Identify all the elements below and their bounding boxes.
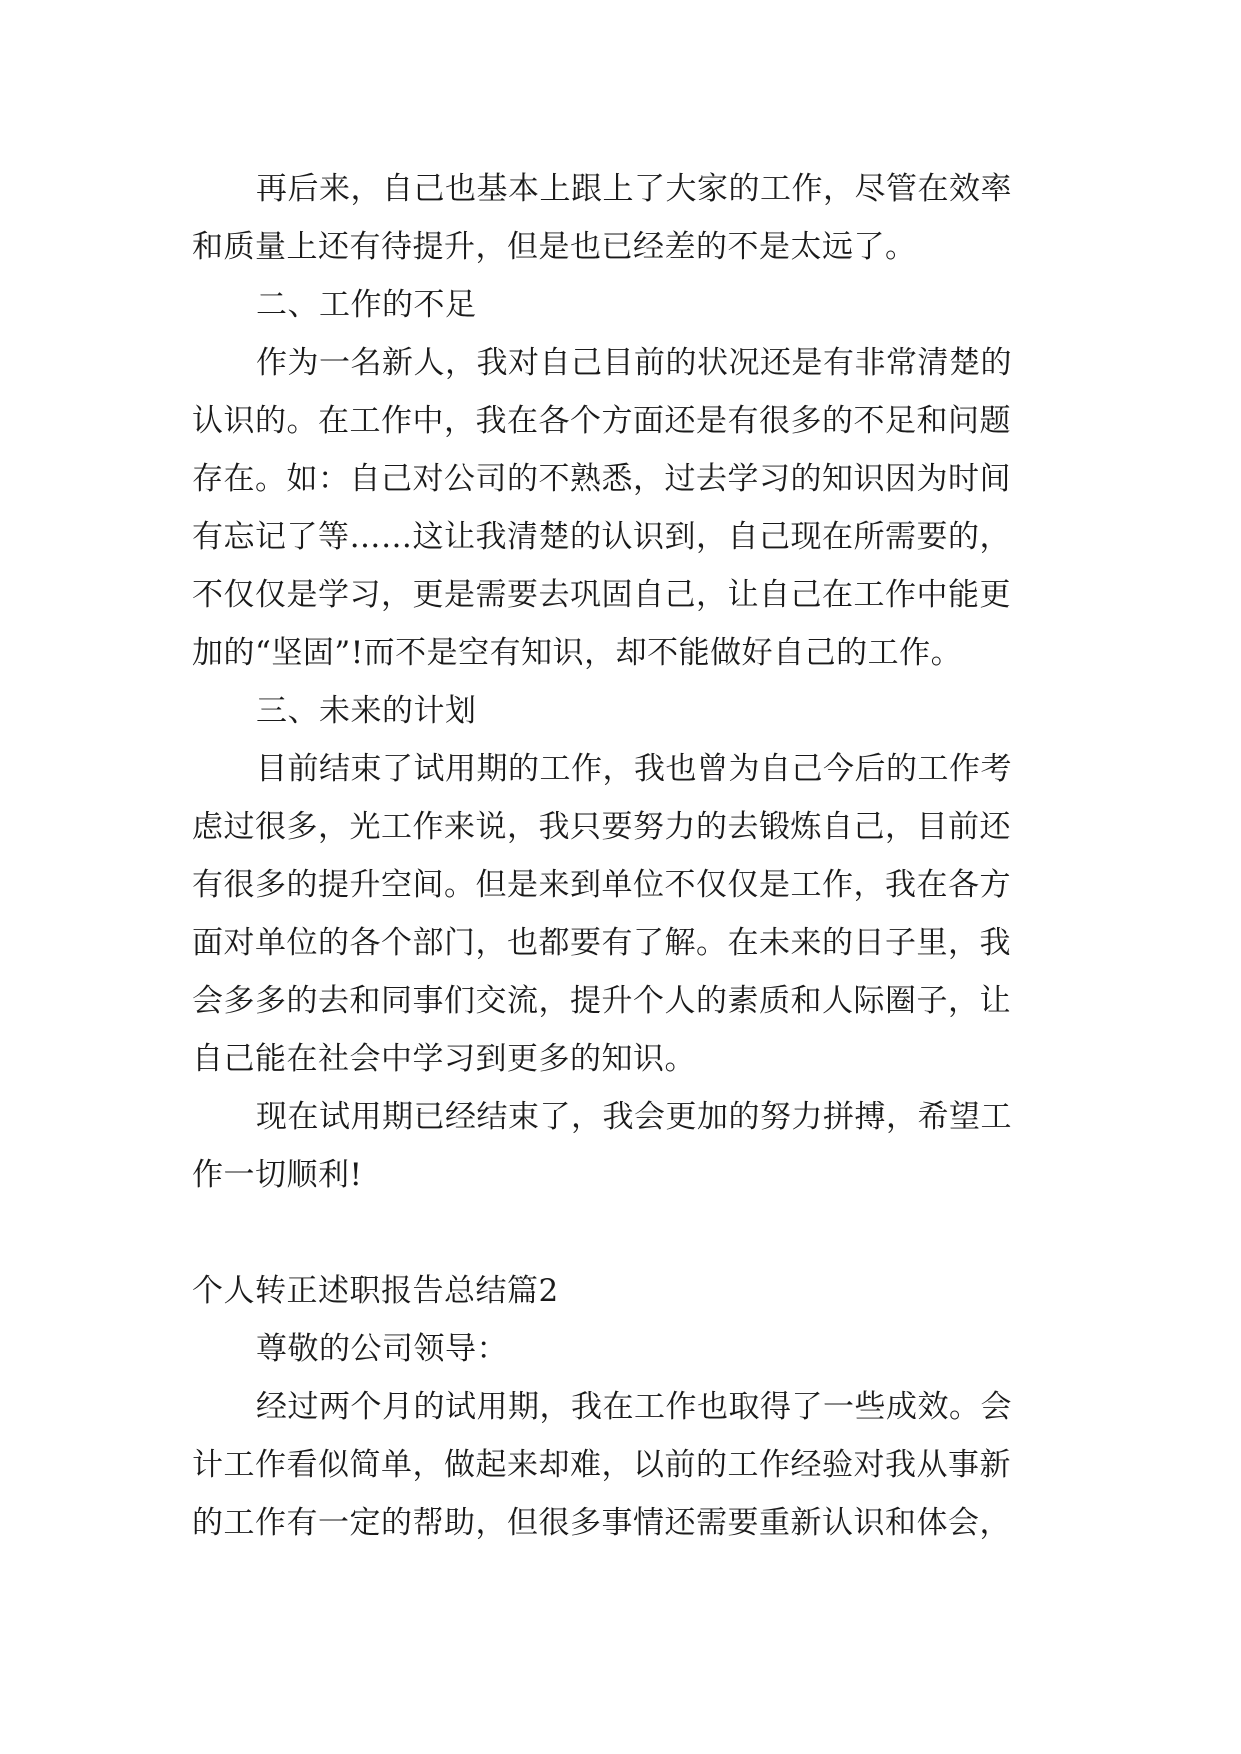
paragraph-line: 有很多的提升空间。但是来到单位不仅仅是工作，我在各方 (192, 867, 1011, 903)
paragraph-line: 经过两个月的试用期，我在工作也取得了一些成效。会 (256, 1389, 1012, 1425)
paragraph-line: 不仅仅是学习，更是需要去巩固自己，让自己在工作中能更 (192, 577, 1011, 613)
paragraph-line: 加的“坚固”!而不是空有知识，却不能做好自己的工作。 (192, 635, 963, 671)
paragraph-line: 会多多的去和同事们交流，提升个人的素质和人际圈子，让 (192, 983, 1011, 1019)
paragraph-line: 认识的。在工作中，我在各个方面还是有很多的不足和问题 (192, 403, 1011, 439)
paragraph-line: 和质量上还有待提升，但是也已经差的不是太远了。 (192, 229, 917, 265)
paragraph-line: 的工作有一定的帮助，但很多事情还需要重新认识和体会， (192, 1505, 1011, 1541)
paragraph-line: 虑过很多，光工作来说，我只要努力的去锻炼自己，目前还 (192, 809, 1011, 845)
paragraph-line: 目前结束了试用期的工作，我也曾为自己今后的工作考 (256, 751, 1012, 787)
paragraph-line: 现在试用期已经结束了，我会更加的努力拼搏，希望工 (256, 1099, 1012, 1135)
paragraph-line: 作为一名新人，我对自己目前的状况还是有非常清楚的 (256, 345, 1012, 381)
paragraph-line: 面对单位的各个部门，也都要有了解。在未来的日子里，我 (192, 925, 1011, 961)
paragraph-line: 作一切顺利! (192, 1157, 363, 1193)
document-page (192, 160, 1052, 1552)
paragraph-line: 存在。如：自己对公司的不熟悉，过去学习的知识因为时间 (192, 461, 1011, 497)
paragraph-line: 有忘记了等……这让我清楚的认识到，自己现在所需要的， (192, 519, 1011, 555)
document-title: 个人转正述职报告总结篇2 (192, 1273, 559, 1309)
paragraph-line: 再后来，自己也基本上跟上了大家的工作，尽管在效率 (256, 171, 1012, 207)
paragraph-line: 计工作看似简单，做起来却难，以前的工作经验对我从事新 (192, 1447, 1011, 1483)
blank-line (192, 1204, 1052, 1262)
paragraph-line: 自己能在社会中学习到更多的知识。 (192, 1041, 696, 1077)
salutation: 尊敬的公司领导： (256, 1331, 508, 1367)
section-heading: 三、未来的计划 (256, 693, 477, 729)
section-heading: 二、工作的不足 (256, 287, 477, 323)
